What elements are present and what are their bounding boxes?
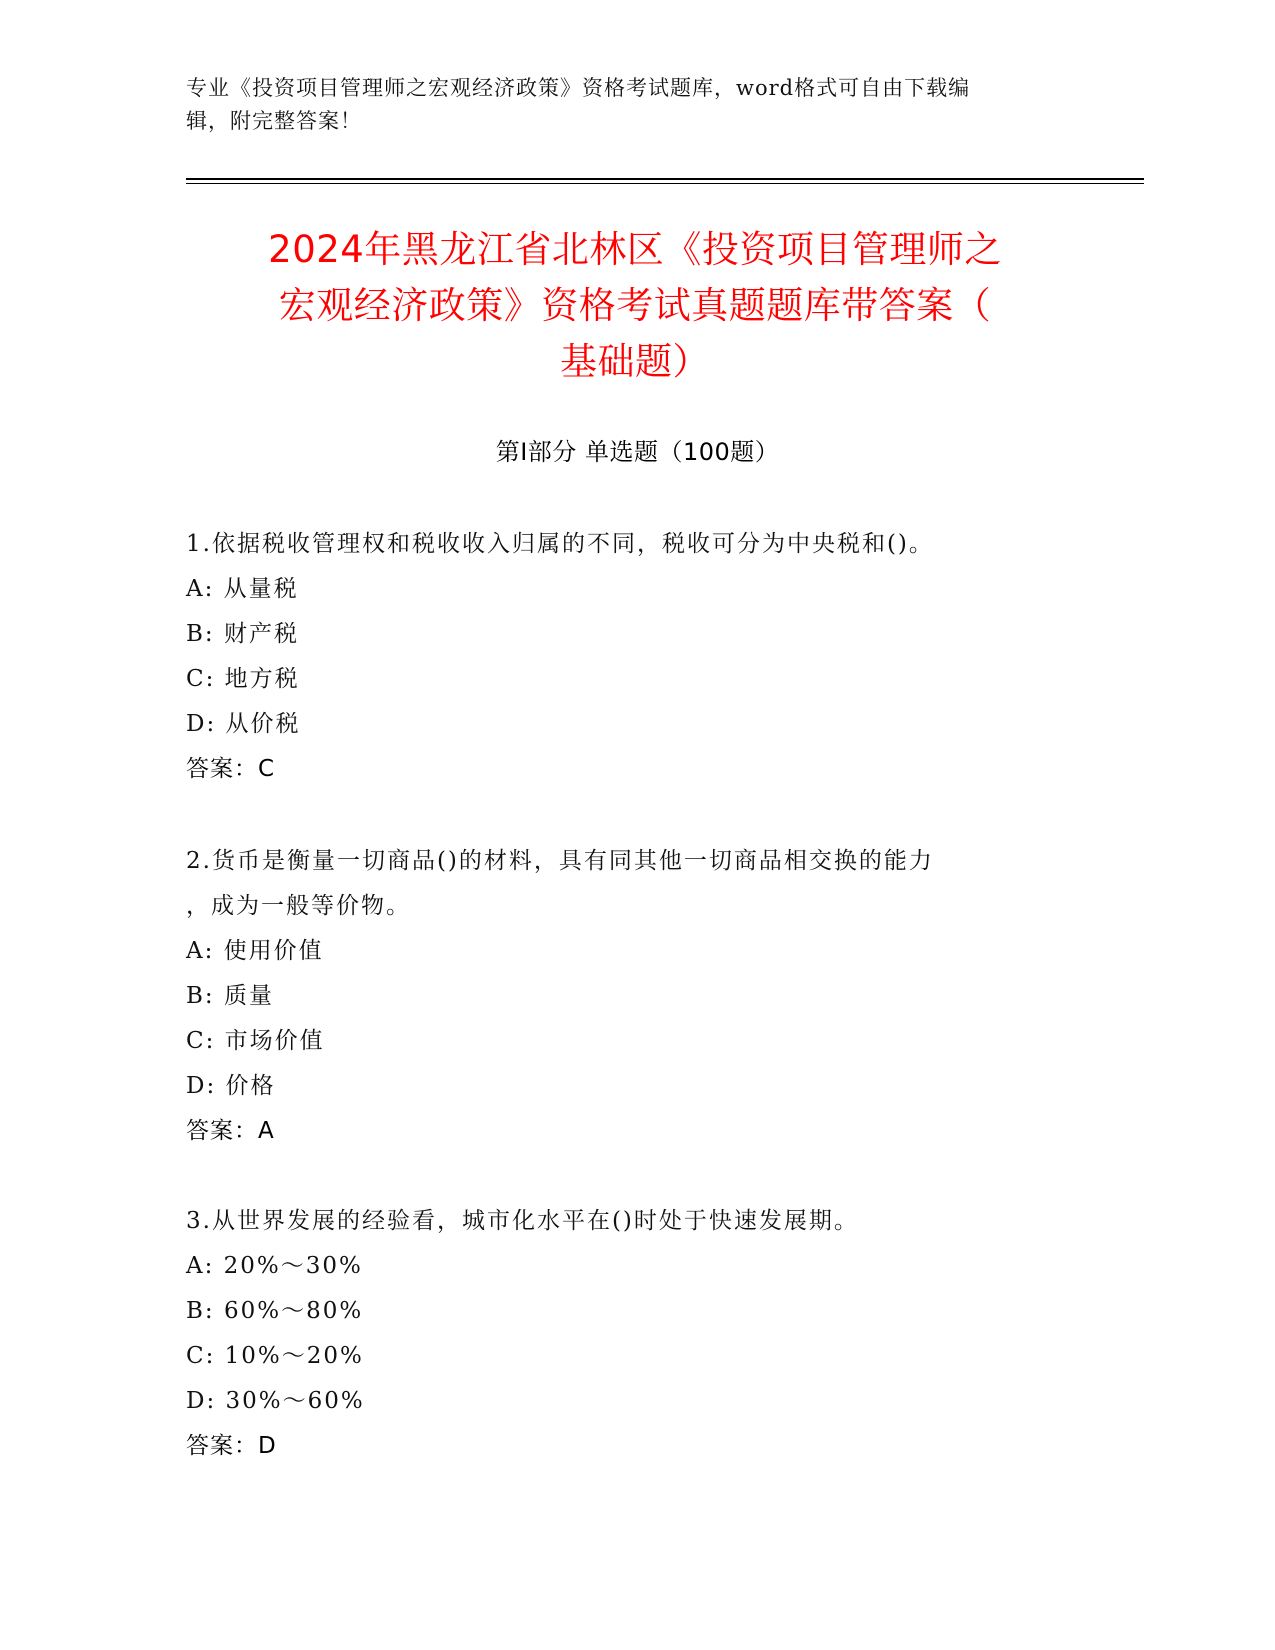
header-divider — [186, 178, 1144, 180]
section-heading: 第Ⅰ部分 单选题（100题） — [495, 438, 780, 466]
question-stem-continued: ，成为一般等价物。 — [186, 893, 411, 919]
question-block — [186, 522, 1086, 792]
question-block — [186, 1199, 1086, 1469]
answer-key: 答案：C — [186, 756, 276, 782]
document-title — [160, 222, 1110, 390]
option-d: D: 从价税 — [186, 711, 301, 737]
title-line: 2024年黑龙江省北林区《投资项目管理师之 — [268, 228, 1002, 271]
header-note-line: 辑，附完整答案！ — [186, 109, 362, 133]
option-b: B: 质量 — [186, 983, 274, 1009]
question-stem: 2.货币是衡量一切商品()的材料，具有同其他一切商品相交换的能力 — [186, 848, 934, 874]
header-note-line: 专业《投资项目管理师之宏观经济政策》资格考试题库，word格式可自由下载编 — [186, 76, 971, 100]
title-line: 基础题） — [560, 340, 710, 383]
answer-key: 答案：D — [186, 1433, 277, 1459]
header-note — [186, 72, 1066, 138]
title-line: 宏观经济政策》资格考试真题题库带答案（ — [278, 284, 992, 327]
header-divider — [186, 183, 1144, 184]
option-d: D: 30%～60% — [186, 1388, 365, 1414]
option-b: B: 财产税 — [186, 621, 299, 647]
option-a: A: 20%～30% — [186, 1253, 363, 1279]
option-c: C: 地方税 — [186, 666, 300, 692]
question-block — [186, 839, 1086, 1154]
question-stem: 1.依据税收管理权和税收收入归属的不同，税收可分为中央税和()。 — [186, 531, 934, 557]
question-stem: 3.从世界发展的经验看，城市化水平在()时处于快速发展期。 — [186, 1208, 859, 1234]
option-a: A: 从量税 — [186, 576, 299, 602]
answer-key: 答案：A — [186, 1118, 275, 1144]
option-c: C: 10%～20% — [186, 1343, 364, 1369]
option-b: B: 60%～80% — [186, 1298, 364, 1324]
option-a: A: 使用价值 — [186, 938, 324, 964]
option-d: D: 价格 — [186, 1073, 276, 1099]
option-c: C: 市场价值 — [186, 1028, 325, 1054]
